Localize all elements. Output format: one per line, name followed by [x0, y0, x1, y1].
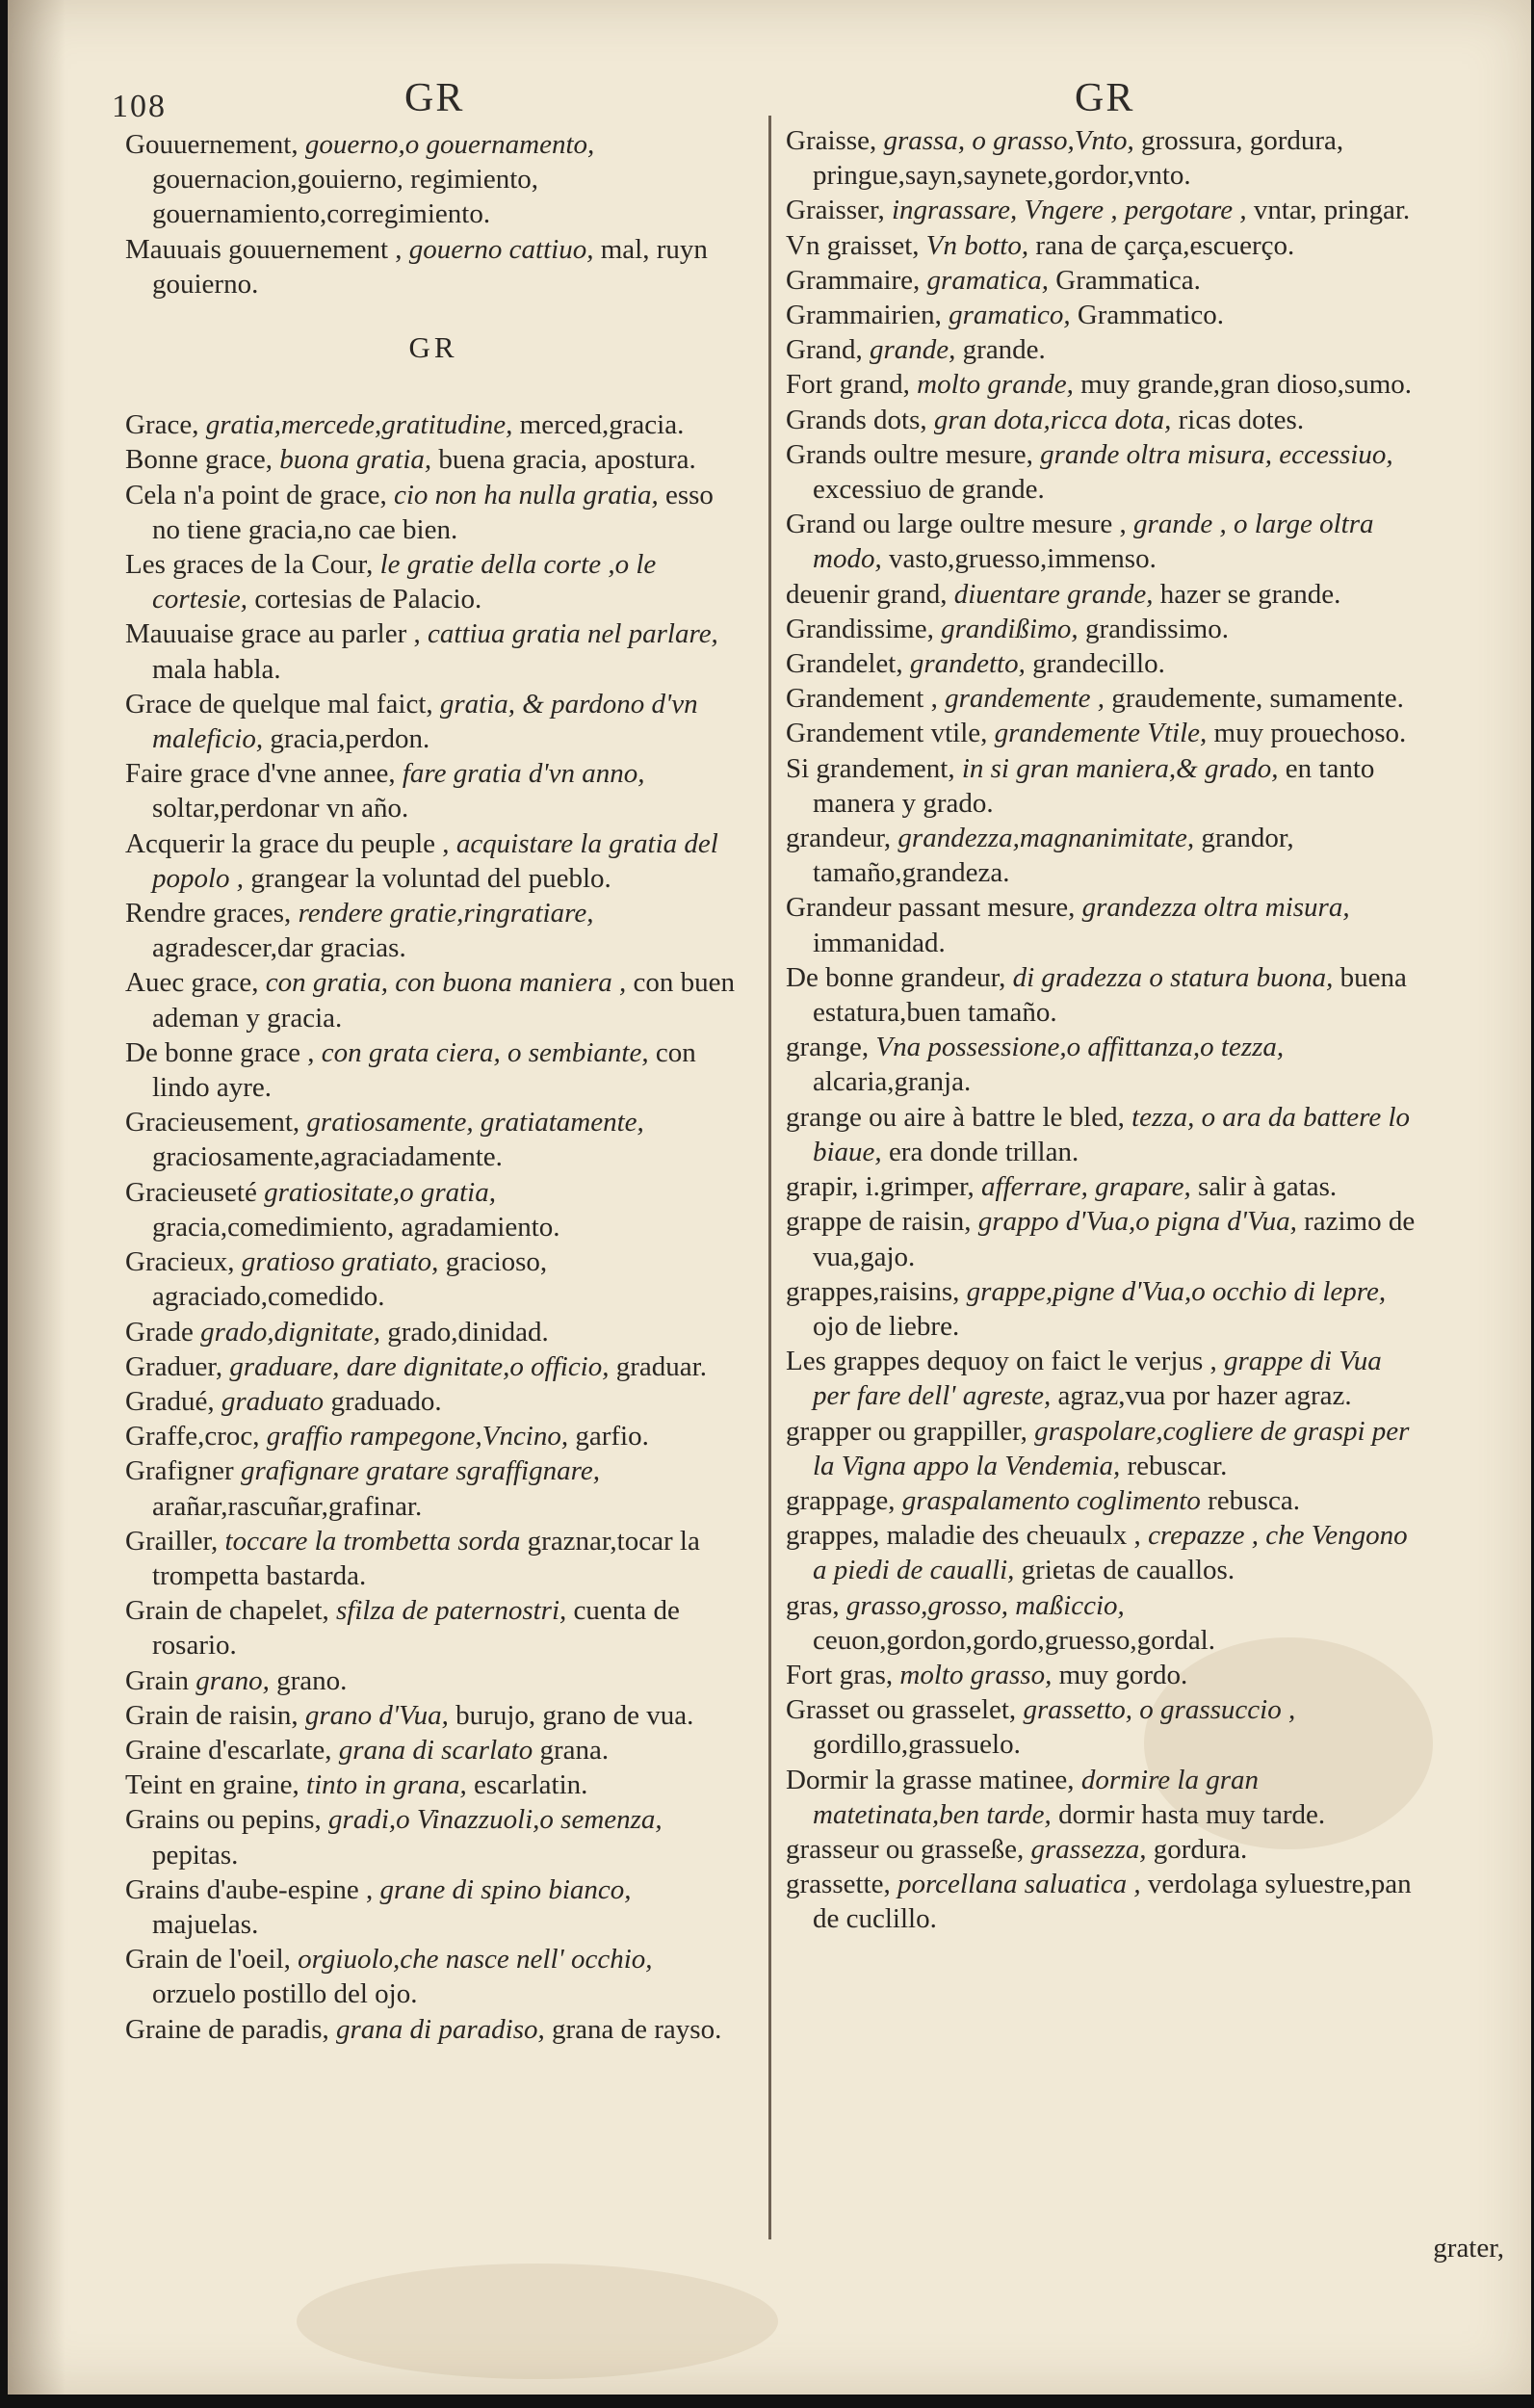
italian-translation: grappe di Vua per fare dell' agreste,: [813, 1346, 1382, 1412]
spanish-translation: grossura, gordura, pringue,sayn,saynete,gordor,vnto.: [813, 125, 1344, 192]
french-term: Grands oultre mesure,: [786, 438, 1033, 470]
spanish-translation: orzuelo postillo del ojo.: [152, 1978, 418, 2010]
spanish-translation: grado,dinidad.: [387, 1316, 549, 1348]
french-term: Graffe,croc,: [125, 1421, 260, 1453]
italian-translation: grandißimo,: [941, 613, 1079, 644]
dictionary-entry: [786, 332, 1421, 367]
spanish-translation: arañar,rascuñar,grafinar.: [152, 1490, 423, 1522]
dictionary-entry: [786, 612, 1421, 646]
french-term: Dormir la grasse matinee,: [786, 1764, 1075, 1795]
italian-translation: gramatica,: [926, 264, 1050, 296]
dictionary-entry: [786, 1588, 1421, 1658]
dictionary-entry: [786, 1483, 1421, 1518]
french-term: Graduer,: [125, 1350, 223, 1382]
french-term: Grammaire,: [786, 264, 921, 296]
french-term: Vn graisset,: [786, 229, 920, 261]
french-term: grange ou aire à battre le bled,: [786, 1101, 1125, 1133]
spanish-translation: rebuscar.: [1127, 1450, 1228, 1481]
italian-translation: gratioso gratiato,: [241, 1246, 439, 1278]
dictionary-entry: [125, 1035, 741, 1105]
dictionary-entry: [125, 1733, 741, 1767]
french-term: De bonne grace ,: [125, 1036, 315, 1068]
dictionary-entry: [786, 1169, 1421, 1204]
italian-translation: Vn botto,: [925, 229, 1029, 261]
spanish-translation: grande.: [962, 334, 1046, 366]
italian-translation: grappo d'Vua,o pigna d'Vua,: [977, 1206, 1297, 1238]
italian-translation: grandemente ,: [945, 683, 1105, 715]
running-head-left: GR: [404, 76, 465, 120]
spanish-translation: grana.: [539, 1734, 610, 1766]
spanish-translation: gouernacion,gouierno, regimiento, gouernamiento,corregimiento.: [152, 164, 539, 230]
french-term: grappage,: [786, 1484, 896, 1516]
right-column: [786, 123, 1421, 1937]
italian-translation: molto grande,: [917, 369, 1074, 401]
french-term: grange,: [786, 1032, 870, 1063]
french-term: Grains ou pepins,: [125, 1804, 322, 1836]
french-term: Les grappes dequoy on faict le verjus ,: [786, 1346, 1217, 1377]
dictionary-entry: [125, 826, 741, 896]
dictionary-entry: [125, 616, 741, 686]
french-term: Gracieusement,: [125, 1107, 300, 1139]
italian-translation: graduare, dare dignitate,o officio,: [229, 1350, 610, 1382]
italian-translation: graspalamento coglimento: [901, 1484, 1201, 1516]
dictionary-entry: [786, 1030, 1421, 1099]
spanish-translation: cortesias de Palacio.: [254, 584, 482, 615]
spanish-translation: gracioso, agraciado,comedido.: [152, 1246, 548, 1313]
french-term: Graisse,: [786, 125, 877, 156]
spanish-translation: razimo de vua,gajo.: [813, 1206, 1416, 1272]
spanish-translation: burujo, grano de vua.: [455, 1699, 694, 1731]
dictionary-entry: [125, 1453, 741, 1523]
spanish-translation: escarlatin.: [474, 1769, 588, 1801]
french-term: deuenir grand,: [786, 578, 948, 610]
dictionary-entry: [786, 298, 1421, 332]
french-term: grapir, i.grimper,: [786, 1171, 975, 1203]
french-term: grassette,: [786, 1869, 891, 1900]
spanish-translation: Grammatico.: [1077, 300, 1225, 331]
french-term: Gracieuseté: [125, 1176, 257, 1208]
italian-translation: grande , o large oltra modo,: [813, 509, 1374, 575]
dictionary-entry: [786, 1204, 1421, 1273]
italian-translation: diuentare grande,: [953, 578, 1154, 610]
italian-translation: gratiositate,o gratia,: [264, 1176, 496, 1208]
italian-translation: grappe,pigne d'Vua,o occhio di lepre,: [966, 1275, 1387, 1307]
french-term: Grandeur passant mesure,: [786, 892, 1076, 924]
catchword: grater,: [1433, 2233, 1504, 2264]
dictionary-entry: [786, 577, 1421, 612]
dictionary-entry: [125, 896, 741, 965]
italian-translation: afferrare, grapare,: [981, 1171, 1191, 1203]
italian-translation: tinto in grana,: [306, 1769, 467, 1801]
italian-translation: ingrassare, Vngere , pergotare ,: [891, 195, 1247, 226]
spanish-translation: majuelas.: [152, 1908, 259, 1940]
spanish-translation: vntar, pringar.: [1253, 195, 1411, 226]
spanish-translation: esso no tiene gracia,no cae bien.: [152, 479, 714, 545]
dictionary-entry: [125, 1767, 741, 1802]
spanish-translation: salir à gatas.: [1198, 1171, 1338, 1203]
spanish-translation: hazer se grande.: [1159, 578, 1341, 610]
french-term: grappes, maladie des cheuaulx ,: [786, 1520, 1141, 1552]
dictionary-entry: [125, 1419, 741, 1453]
spanish-translation: muy prouechoso.: [1213, 718, 1407, 749]
french-term: Grain de chapelet,: [125, 1595, 329, 1627]
french-term: Grand ou large oultre mesure ,: [786, 509, 1127, 540]
french-term: Cela n'a point de grace,: [125, 479, 387, 510]
french-term: Auec grace,: [125, 967, 259, 999]
italian-translation: con gratia, con buona maniera ,: [265, 967, 627, 999]
dictionary-entry: [786, 403, 1421, 437]
italian-translation: grandetto,: [909, 648, 1026, 680]
dictionary-entry: [125, 687, 741, 756]
spanish-translation: gordura.: [1153, 1833, 1248, 1865]
dictionary-entry: [125, 1175, 741, 1244]
dictionary-entry: [125, 1105, 741, 1174]
dictionary-entry: [125, 1942, 741, 2011]
italian-translation: grassetto, o grassuccio ,: [1023, 1694, 1296, 1726]
spanish-translation: agradescer,dar gracias.: [152, 932, 406, 964]
italian-translation: gouerno,o gouernamento,: [304, 129, 595, 160]
dictionary-entry: [125, 1384, 741, 1419]
page-number: 108: [112, 89, 167, 124]
dictionary-entry: [786, 751, 1421, 821]
dictionary-entry: [786, 263, 1421, 298]
french-term: Grasset ou grasselet,: [786, 1694, 1017, 1726]
dictionary-entry: [786, 1658, 1421, 1692]
dictionary-entry: [125, 478, 741, 547]
italian-translation: buona gratia,: [279, 444, 432, 476]
italian-translation: gramatico,: [949, 300, 1071, 331]
dictionary-entry: [125, 1663, 741, 1698]
french-term: Bonne grace,: [125, 444, 273, 476]
italian-translation: grande oltra misura, eccessiuo,: [1040, 438, 1393, 470]
italian-translation: gratia,mercede,gratitudine,: [205, 409, 513, 441]
dictionary-entry: [125, 1315, 741, 1349]
spanish-translation: grandecillo.: [1032, 648, 1165, 680]
italian-translation: gratia, & pardono d'vn maleficio,: [152, 688, 698, 755]
french-term: Grafigner: [125, 1455, 234, 1487]
italian-translation: gran dota,ricca dota,: [933, 404, 1172, 435]
spanish-translation: mal, ruyn gouierno.: [152, 233, 708, 300]
spanish-translation: muy gordo.: [1058, 1659, 1188, 1690]
spanish-translation: muy grande,gran dioso,sumo.: [1080, 369, 1413, 401]
column-rule: [768, 116, 771, 2239]
dictionary-entry: [125, 2012, 741, 2047]
italian-translation: fare gratia d'vn anno,: [402, 758, 645, 790]
spanish-translation: grandor, tamaño,grandeza.: [813, 823, 1294, 889]
spanish-translation: agraz,vua por hazer agraz.: [1057, 1380, 1352, 1412]
italian-translation: graspolare,cogliere de graspi per la Vigna appo la Vendemia,: [813, 1415, 1410, 1481]
french-term: Mauuais gouuernement ,: [125, 233, 403, 265]
dictionary-entry: [786, 716, 1421, 750]
italian-translation: rendere gratie,ringratiare,: [298, 898, 594, 929]
french-term: Grandissime,: [786, 613, 934, 644]
italian-translation: di gradezza o statura buona,: [1012, 961, 1334, 993]
italian-translation: grande,: [869, 334, 956, 366]
french-term: Grandelet,: [786, 648, 903, 680]
italian-translation: dormire la gran matetinata,ben tarde,: [813, 1764, 1260, 1830]
dictionary-entry: [786, 1763, 1421, 1832]
gutter-shadow: [8, 0, 65, 2395]
french-term: Grandement vtile,: [786, 718, 988, 749]
french-term: Gracieux,: [125, 1246, 235, 1278]
italian-translation: grandemente Vtile,: [994, 718, 1208, 749]
spanish-translation: cuenta de rosario.: [152, 1595, 680, 1662]
french-term: Gradué,: [125, 1385, 215, 1417]
italian-translation: grassezza,: [1030, 1833, 1147, 1865]
italian-translation: grafignare gratare sgraffignare,: [240, 1455, 600, 1487]
dictionary-entry: [125, 965, 741, 1034]
dictionary-entry: [125, 1698, 741, 1733]
spanish-translation: merced,gracia.: [519, 409, 685, 441]
spanish-translation: grietas de cauallos.: [1021, 1555, 1235, 1586]
left-column: [125, 127, 741, 2047]
italian-translation: con grata ciera, o sembiante,: [321, 1036, 649, 1068]
spanish-translation: graduar.: [615, 1350, 707, 1382]
dictionary-entry: [125, 1802, 741, 1871]
dictionary-entry: [125, 232, 741, 301]
italian-translation: grano,: [195, 1664, 270, 1696]
dictionary-entry: [786, 1414, 1421, 1483]
spanish-translation: vasto,gruesso,immenso.: [888, 543, 1157, 575]
french-term: Rendre graces,: [125, 898, 292, 929]
french-term: Acquerir la grace du peuple ,: [125, 827, 450, 859]
paper-stain: [297, 2264, 778, 2379]
spanish-translation: ricas dotes.: [1178, 404, 1305, 435]
italian-translation: grana di paradiso,: [336, 2013, 545, 2045]
spanish-translation: alcaria,granja.: [813, 1066, 972, 1098]
spanish-translation: buena gracia, apostura.: [438, 444, 696, 476]
dictionary-entry: [125, 1593, 741, 1662]
italian-translation: porcellana saluatica ,: [897, 1869, 1141, 1900]
french-term: Grace de quelque mal faict,: [125, 688, 433, 720]
french-term: Grains d'aube-espine ,: [125, 1873, 374, 1905]
italian-translation: grandezza,magnanimitate,: [897, 823, 1195, 854]
italian-translation: grano d'Vua,: [304, 1699, 449, 1731]
running-head-right: GR: [1075, 76, 1135, 120]
dictionary-entry: [125, 1349, 741, 1384]
spanish-translation: en tanto manera y grado.: [813, 752, 1375, 819]
dictionary-entry: [786, 1867, 1421, 1936]
spanish-translation: graduado.: [330, 1385, 442, 1417]
spanish-translation: rebusca.: [1208, 1484, 1300, 1516]
french-term: Grammairien,: [786, 300, 942, 331]
dictionary-entry: [786, 367, 1421, 402]
dictionary-entry: [125, 442, 741, 477]
spanish-translation: gordillo,grassuelo.: [813, 1729, 1021, 1761]
french-term: Grace,: [125, 409, 199, 441]
italian-translation: sfilza de paternostri,: [336, 1595, 567, 1627]
spanish-translation: graudemente, sumamente.: [1111, 683, 1404, 715]
italian-translation: grana di scarlato: [338, 1734, 533, 1766]
italian-translation: cio non ha nulla gratia,: [394, 479, 659, 510]
dictionary-entry: [786, 1274, 1421, 1344]
dictionary-entry: [786, 123, 1421, 193]
dictionary-entry: [786, 960, 1421, 1030]
spanish-translation: graciosamente,agraciadamente.: [152, 1141, 503, 1173]
spanish-translation: immanidad.: [813, 927, 946, 958]
italian-translation: gouerno cattiuo,: [408, 233, 594, 265]
french-term: De bonne grandeur,: [786, 961, 1006, 993]
dictionary-entry: [786, 228, 1421, 263]
french-term: Graine de paradis,: [125, 2013, 329, 2045]
dictionary-entry: [786, 681, 1421, 716]
spanish-translation: grano.: [276, 1664, 348, 1696]
french-term: grandeur,: [786, 823, 892, 854]
spanish-translation: con buen ademan y gracia.: [152, 967, 736, 1034]
french-term: Grain: [125, 1664, 190, 1696]
spanish-translation: gracia,perdon.: [270, 723, 430, 755]
dictionary-entry: [786, 646, 1421, 681]
french-term: Grade: [125, 1316, 194, 1348]
spanish-translation: buena estatura,buen tamaño.: [813, 961, 1407, 1029]
french-term: gras,: [786, 1589, 840, 1621]
dictionary-entry: [125, 547, 741, 616]
dictionary-entry: [786, 821, 1421, 890]
dictionary-entry: [786, 1518, 1421, 1587]
italian-translation: gradi,o Vinazzuoli,o semenza,: [328, 1804, 663, 1836]
spanish-translation: mala habla.: [152, 653, 281, 685]
dictionary-entry: [125, 756, 741, 825]
italian-translation: Vna possessione,o affittanza,o tezza,: [875, 1032, 1285, 1063]
french-term: Grain de l'oeil,: [125, 1944, 291, 1976]
french-term: Graisser,: [786, 195, 885, 226]
spanish-translation: excessiuo de grande.: [813, 474, 1045, 506]
italian-translation: cattiua gratia nel parlare,: [428, 618, 718, 650]
dictionary-entry: [125, 407, 741, 442]
spanish-translation: ojo de liebre.: [813, 1310, 960, 1342]
italian-translation: grassa, o grasso,Vnto,: [883, 125, 1134, 156]
french-term: Grain de raisin,: [125, 1699, 299, 1731]
spanish-translation: rana de çarça,escuerço.: [1035, 229, 1295, 261]
dictionary-entry: [786, 1832, 1421, 1867]
spanish-translation: garfio.: [575, 1421, 649, 1453]
section-heading: GR: [408, 330, 458, 365]
spanish-translation: dormir hasta muy tarde.: [1058, 1798, 1326, 1830]
french-term: Teint en graine,: [125, 1769, 299, 1801]
spanish-translation: Grammatica.: [1055, 264, 1201, 296]
dictionary-entry: [786, 193, 1421, 227]
dictionary-entry: [125, 127, 741, 232]
spanish-translation: grangear la voluntad del pueblo.: [250, 862, 611, 894]
french-term: grapper ou grappiller,: [786, 1415, 1027, 1447]
dictionary-entry: [125, 1244, 741, 1314]
italian-translation: toccare la trombetta sorda: [224, 1525, 521, 1557]
dictionary-entry: [125, 1872, 741, 1942]
dictionary-entry: [786, 507, 1421, 576]
italian-translation: in si gran maniera,& grado,: [961, 752, 1279, 784]
italian-translation: graduato: [221, 1385, 325, 1417]
spanish-translation: gracia,comedimiento, agradamiento.: [152, 1211, 560, 1243]
italian-translation: gratiosamente, gratiatamente,: [306, 1107, 644, 1139]
spanish-translation: era donde trillan.: [888, 1136, 1079, 1167]
dictionary-entry: [786, 1692, 1421, 1762]
spanish-translation: grana de rayso.: [552, 2013, 722, 2045]
page: [8, 0, 1531, 2395]
french-term: grappes,raisins,: [786, 1275, 960, 1307]
italian-translation: crepazze , che Vengono a piedi de caualli,: [813, 1520, 1408, 1586]
italian-translation: grandezza oltra misura,: [1081, 892, 1350, 924]
spanish-translation: verdolaga syluestre,pan de cuclillo.: [813, 1869, 1412, 1935]
french-term: grasseur ou grasseße,: [786, 1833, 1025, 1865]
spanish-translation: con lindo ayre.: [152, 1036, 696, 1104]
french-term: Fort grand,: [786, 369, 910, 401]
french-term: Gouuernement,: [125, 129, 299, 160]
spanish-translation: grandissimo.: [1084, 613, 1229, 644]
italian-translation: grane di spino bianco,: [379, 1873, 632, 1905]
italian-translation: acquistare la gratia del popolo ,: [152, 827, 718, 894]
french-term: Si grandement,: [786, 752, 955, 784]
italian-translation: le gratie della corte ,o le cortesie,: [152, 549, 657, 615]
spanish-translation: pepitas.: [152, 1839, 239, 1871]
dictionary-entry: [786, 890, 1421, 959]
french-term: Grailler,: [125, 1525, 219, 1557]
spanish-translation: ceuon,gordon,gordo,gruesso,gordal.: [813, 1624, 1215, 1656]
dictionary-entry: [786, 1344, 1421, 1413]
dictionary-entry: [786, 1100, 1421, 1169]
french-term: Graine d'escarlate,: [125, 1734, 332, 1766]
french-term: Grandement ,: [786, 683, 938, 715]
italian-translation: grasso,grosso, maßiccio,: [845, 1589, 1125, 1621]
french-term: Mauuaise grace au parler ,: [125, 618, 421, 650]
dictionary-entry: [786, 437, 1421, 507]
italian-translation: tezza, o ara da battere lo biaue,: [813, 1101, 1411, 1167]
italian-translation: orgiuolo,che nasce nell' occhio,: [298, 1944, 653, 1976]
french-term: grappe de raisin,: [786, 1206, 972, 1238]
italian-translation: molto grasso,: [899, 1659, 1053, 1690]
french-term: Grands dots,: [786, 404, 927, 435]
french-term: Faire grace d'vne annee,: [125, 758, 396, 790]
french-term: Fort gras,: [786, 1659, 894, 1690]
italian-translation: graffio rampegone,Vncino,: [266, 1421, 569, 1453]
spanish-translation: graznar,tocar la trompetta bastarda.: [152, 1525, 700, 1591]
french-term: Les graces de la Cour,: [125, 549, 374, 581]
spanish-translation: soltar,perdonar vn año.: [152, 793, 409, 824]
italian-translation: grado,dignitate,: [200, 1316, 380, 1348]
french-term: Grand,: [786, 334, 863, 366]
dictionary-entry: [125, 1524, 741, 1593]
